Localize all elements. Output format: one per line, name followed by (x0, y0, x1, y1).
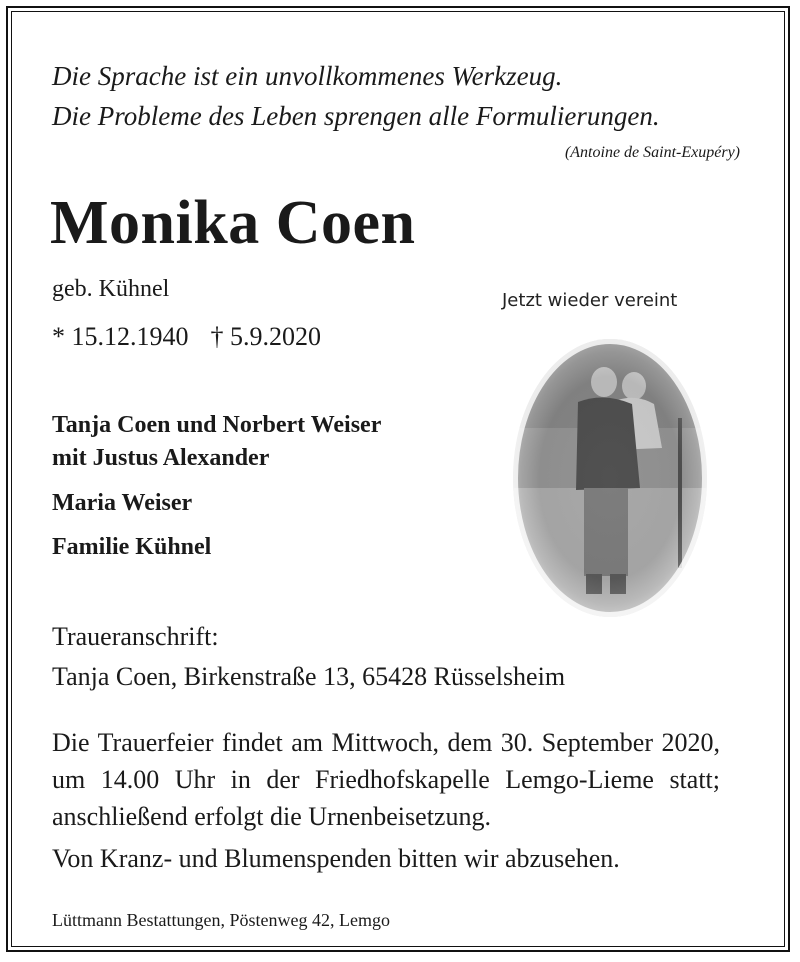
family-line-1: Tanja Coen und Norbert Weiser (52, 412, 382, 438)
life-dates (52, 322, 321, 352)
quote-line-2: Die Probleme des Leben sprengen alle Formulierungen. (52, 101, 660, 131)
ceremony-text: Die Trauerfeier findet am Mittwoch, dem 30. September 2020, um 14.00 Uhr in der Friedhofskapelle Lemgo-Lieme statt; anschließend erfolgt die Urnenbeisetzung. (52, 728, 720, 831)
deceased-name: Monika Coen (50, 189, 416, 257)
undertaker: Lüttmann Bestattungen, Pöstenweg 42, Lemgo (52, 910, 390, 930)
memorial-photo (512, 338, 708, 618)
family-line-2: mit Justus Alexander (52, 445, 270, 471)
quote-line-1: Die Sprache ist ein unvollkommenes Werkzeug. (52, 61, 563, 91)
birth-name: geb. Kühnel (52, 276, 170, 302)
photo-caption: Jetzt wieder vereint (502, 290, 678, 311)
death-date: † 5.9.2020 (210, 322, 321, 351)
birth-date: * 15.12.1940 (52, 322, 189, 351)
flowers-note: Von Kranz- und Blumenspenden bitten wir abzusehen. (52, 844, 620, 873)
address-line: Tanja Coen, Birkenstraße 13, 65428 Rüsselsheim (52, 662, 566, 691)
quote-author: (Antoine de Saint-Exupéry) (564, 144, 740, 161)
address-label: Traueranschrift: (52, 622, 219, 651)
family-line-4: Familie Kühnel (52, 534, 212, 560)
family-line-3: Maria Weiser (52, 490, 193, 516)
